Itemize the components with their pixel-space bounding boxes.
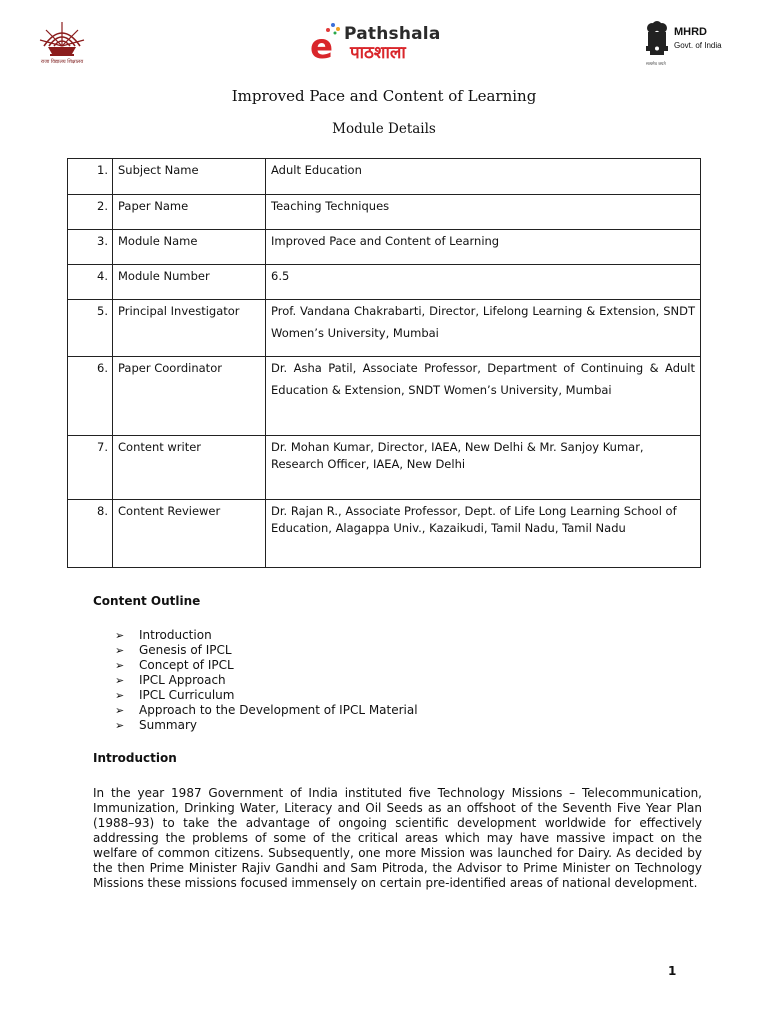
list-item-label: IPCL Approach bbox=[139, 673, 226, 687]
row-value: Dr. Asha Patil, Associate Professor, Department of Continuing & Adult Education & Extension, SNDT Women’s University, Mumbai bbox=[266, 357, 701, 436]
row-number: 1. bbox=[68, 159, 113, 195]
module-details-heading: Module Details bbox=[332, 121, 436, 137]
list-item bbox=[115, 688, 418, 703]
row-number: 4. bbox=[68, 265, 113, 300]
emblem-motto: सत्यमेव जयते bbox=[646, 61, 666, 66]
row-value: 6.5 bbox=[266, 265, 701, 300]
table-row bbox=[68, 265, 701, 300]
row-label: Content writer bbox=[113, 436, 266, 500]
table-row bbox=[68, 300, 701, 357]
row-value: Prof. Vandana Chakrabarti, Director, Lifelong Learning & Extension, SNDT Women’s University, Mumbai bbox=[266, 300, 701, 357]
list-item-label: Concept of IPCL bbox=[139, 658, 234, 672]
logo-wordmark: Pathshala bbox=[344, 24, 441, 44]
page-number: 1 bbox=[668, 964, 677, 978]
row-label: Paper Name bbox=[113, 195, 266, 230]
list-item bbox=[115, 628, 418, 643]
list-item-label: Genesis of IPCL bbox=[139, 643, 232, 657]
epathshala-logo bbox=[310, 18, 460, 70]
document-title: Improved Pace and Content of Learning bbox=[231, 87, 537, 105]
arrow-bullet-icon: ➢ bbox=[115, 704, 125, 717]
list-item bbox=[115, 718, 418, 733]
arrow-bullet-icon: ➢ bbox=[115, 674, 125, 687]
arrow-bullet-icon: ➢ bbox=[115, 689, 125, 702]
table-row bbox=[68, 500, 701, 568]
arrow-bullet-icon: ➢ bbox=[115, 644, 125, 657]
introduction-heading: Introduction bbox=[93, 751, 177, 765]
row-label: Module Number bbox=[113, 265, 266, 300]
row-value: Dr. Rajan R., Associate Professor, Dept. of Life Long Learning School of Education, Alagappa Univ., Kazaikudi, Tamil Nadu, Tamil Nadu bbox=[266, 500, 701, 568]
row-number: 7. bbox=[68, 436, 113, 500]
table-row bbox=[68, 195, 701, 230]
content-outline-heading: Content Outline bbox=[93, 594, 201, 608]
list-item-label: Introduction bbox=[139, 628, 212, 642]
row-value: Teaching Techniques bbox=[266, 195, 701, 230]
row-label: Principal Investigator bbox=[113, 300, 266, 357]
mhrd-subtitle: Govt. of India bbox=[674, 41, 722, 50]
list-item bbox=[115, 658, 418, 673]
introduction-paragraph: In the year 1987 Government of India instituted five Technology Missions – Telecommunication, Immunization, Drinking Water, Literacy and Oil Seeds as an offshoot of the Seventh Five Year Plan (1988–93) to take the advantage of ongoing scientific development worldwide for effectively addressing the problems of some of the critical areas which may have massive impact on the welfare of common citizens. Subsequently, one more Mission was launched for Dairy. As decided by the then Prime Minister Rajiv Gandhi and Sam Pitroda, the Advisor to Prime Minister on Technology Missions these missions focused immensely on certain pre-identified areas of national development. bbox=[93, 786, 702, 890]
row-label: Module Name bbox=[113, 230, 266, 265]
list-item bbox=[115, 703, 418, 718]
table-row bbox=[68, 357, 701, 436]
row-number: 8. bbox=[68, 500, 113, 568]
mhrd-title: MHRD bbox=[674, 26, 707, 38]
row-number: 2. bbox=[68, 195, 113, 230]
table-row bbox=[68, 230, 701, 265]
national-emblem-icon bbox=[642, 20, 672, 60]
arrow-bullet-icon: ➢ bbox=[115, 719, 125, 732]
ugc-logo bbox=[36, 16, 88, 70]
logo-hindi-wordmark: पाठशाला bbox=[350, 43, 406, 63]
seal-icon bbox=[36, 16, 88, 60]
row-number: 6. bbox=[68, 357, 113, 436]
row-label: Subject Name bbox=[113, 159, 266, 195]
list-item-label: Summary bbox=[139, 718, 197, 732]
table-row bbox=[68, 159, 701, 195]
row-number: 5. bbox=[68, 300, 113, 357]
row-number: 3. bbox=[68, 230, 113, 265]
row-label: Paper Coordinator bbox=[113, 357, 266, 436]
list-item bbox=[115, 673, 418, 688]
arrow-bullet-icon: ➢ bbox=[115, 659, 125, 672]
mhrd-logo bbox=[642, 20, 732, 66]
logo-letter-e: e bbox=[310, 27, 334, 67]
row-value: Adult Education bbox=[266, 159, 701, 195]
module-details-table bbox=[67, 158, 701, 568]
content-outline-list bbox=[115, 628, 418, 733]
arrow-bullet-icon: ➢ bbox=[115, 629, 125, 642]
list-item-label: Approach to the Development of IPCL Material bbox=[139, 703, 418, 717]
row-value: Improved Pace and Content of Learning bbox=[266, 230, 701, 265]
table-row bbox=[68, 436, 701, 500]
row-label: Content Reviewer bbox=[113, 500, 266, 568]
list-item bbox=[115, 643, 418, 658]
row-value: Dr. Mohan Kumar, Director, IAEA, New Delhi & Mr. Sanjoy Kumar, Research Officer, IAEA, New Delhi bbox=[266, 436, 701, 500]
list-item-label: IPCL Curriculum bbox=[139, 688, 235, 702]
seal-caption: राजा विद्यालय शिक्षालय bbox=[40, 59, 84, 65]
